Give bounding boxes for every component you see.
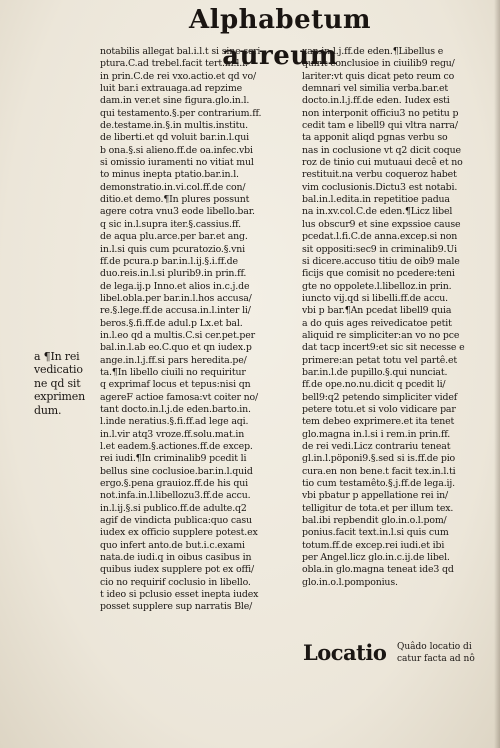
text-line: ff.de ope.no.nu.dicit q pcedit li/: [302, 379, 446, 391]
text-line: cio no requirif coclusio in libello.: [100, 576, 251, 588]
text-line: bal.ibi repbendit glo.in.o.l.pom/: [302, 515, 447, 527]
section-heading-locatio: Locatio: [303, 640, 387, 665]
text-line: roz de tinio cui mutuaui decê et no: [302, 157, 463, 169]
text-line: ergo.§.pena grauioz.ff.de his qui: [100, 478, 249, 490]
text-line: iudex ex officio supplere potest.ex: [100, 527, 258, 539]
text-line: to minus inepta ptatio.bar.in.l.: [100, 169, 239, 181]
text-line: libel.obla.per bar.in.l.hos accusa/: [100, 292, 252, 304]
text-line: si omissio iuramenti no vitiat mul: [100, 157, 254, 169]
text-line: beros.§.fi.ff.de adul.p Lx.et bal.: [100, 317, 243, 329]
text-line: gte no oppolete.l.libelloz.in prin.: [302, 280, 452, 292]
text-line: qui testamento.§.per contrarium.ff.: [100, 107, 262, 119]
text-line: t ideo si pclusio esset inepta iudex: [100, 589, 259, 601]
text-line: docto.in.l.j.ff.de eden. Iudex esti: [302, 95, 450, 107]
text-line: in.l.eo qd a multis.C.si cer.pet.per: [100, 329, 255, 341]
text-line: quibus iudex supplere pot ex offi/: [100, 564, 254, 576]
text-line: ptura.C.ad trebel.facit tert.in.l.f.: [100, 58, 248, 70]
text-line: tem debeo exprimere.et ita tenet: [302, 416, 455, 428]
text-line: de aqua plu.arce.per bar.et ang.: [100, 231, 248, 243]
text-line: rei iudi.¶In criminalib9 pcedit li: [100, 453, 247, 465]
text-line: in prin.C.de rei vxo.actio.et qd vo/: [100, 70, 256, 82]
text-line: q exprimaf locus et tepus:nisi qn: [100, 379, 251, 391]
margin-note-line: a ¶In rei: [34, 350, 80, 363]
page-title: Alphabetum aureum: [188, 5, 372, 71]
text-line: Quâdo locatio di: [397, 642, 472, 652]
left-text-column: [100, 46, 295, 614]
text-line: in.l.vir atq3 vroze.ff.solu.mat.in: [100, 428, 245, 440]
text-line: agif de vindicta publica:quo casu: [100, 515, 252, 527]
text-line: cura.en non bene.t facit tex.in.l.ti: [302, 465, 456, 477]
text-line: ff.de pcura.p bar.in.l.ij.§.i.ff.de: [100, 255, 238, 267]
page-edge-shadow: [494, 0, 500, 748]
text-line: vim coclusionis.Dictu3 est notabi.: [302, 181, 458, 193]
text-line: demnari vel similia verba.bar.et: [302, 83, 449, 95]
text-line: ange.in.l.j.ff.si pars heredita.pe/: [100, 354, 247, 366]
text-line: quo infert anto.de but.i.c.exami: [100, 539, 245, 551]
text-line: q sic in.l.supra iter.§.cassius.ff.: [100, 218, 241, 230]
text-line: b ona.§.si alieno.ff.de oa.infec.vbi: [100, 144, 253, 156]
text-line: nata.de iudi.q in oibus casibus in: [100, 552, 252, 564]
text-line: restituit.na verbu coqueroz habet: [302, 169, 457, 181]
text-line: de rei vedi.Licz contrariu teneat: [302, 441, 451, 452]
text-line: ditio.et demo.¶In plures possunt: [100, 194, 250, 206]
text-line: tio cum testamêto.§.j.ff.de lega.ij.: [302, 478, 455, 490]
text-line: in.l.si quis cum pcuratozio.§.vni: [100, 243, 245, 255]
text-line: ficijs que comisit no pcedere:teni: [302, 268, 455, 280]
text-line: pcedat.l.fi.C.de anna.excep.si non: [302, 231, 458, 243]
text-line: nas in coclusione vt q2 dicit coque: [302, 144, 461, 156]
text-line: dat tacp incert9:et sic sit necesse e: [302, 342, 465, 354]
text-line: luit bar.i extrauaga.ad repzime: [100, 83, 242, 95]
text-line: agere cotra vnu3 eode libello.bar.: [100, 206, 255, 218]
text-line: duo.reis.in.l.si plurib9.in prin.ff.: [100, 268, 247, 280]
text-line: l.et eadem.§.actiones.ff.de excep.: [100, 441, 253, 452]
text-line: de liberti.et qd voluit bar.in.l.qui: [100, 132, 249, 144]
margin-note-line: vedicatio: [34, 363, 83, 377]
text-line: vbi p bar.¶An pcedat libell9 quia: [302, 305, 452, 317]
text-line: ta.¶In libello ciuili no requiritur: [100, 366, 246, 378]
text-line: posset supplere sup narratis Ble/: [100, 601, 253, 613]
text-line: iuncto vij.qd si libelli.ff.de accu.: [302, 292, 449, 304]
text-line: notabilis allegat bal.i.l.t si sine scri: [100, 46, 261, 57]
text-line: primere:an petat totu vel partê.et: [302, 354, 457, 366]
margin-note-line: exprimen: [34, 390, 85, 404]
margin-note: [34, 350, 98, 417]
text-line: in.l.ij.§.si publico.ff.de adulte.q2: [100, 502, 247, 514]
text-line: bal.in.l.edita.in repetitioe padua: [302, 194, 450, 206]
text-line: bal.in.l.ab eo.C.quo et qn iudex.p: [100, 342, 252, 354]
text-line: si dicere.accuso titiu de oib9 male: [302, 255, 460, 267]
text-line: quirit conclusioe in ciuilib9 regu/: [302, 58, 455, 70]
text-line: bar.in.l.de pupillo.§.qui nunciat.: [302, 366, 448, 378]
text-line: dam.in ver.et sine figura.glo.in.l.: [100, 95, 250, 107]
text-line: lariter:vt quis dicat peto reum co: [302, 70, 455, 82]
text-line: a do quis ages reivedicatoe petit: [302, 317, 452, 329]
text-line: demonstratio.in.vi.col.ff.de con/: [100, 181, 246, 193]
text-line: sit oppositi:sec9 in criminalib9.Ui: [302, 243, 457, 255]
text-line: petere totu.et si volo vidicare par: [302, 403, 456, 415]
text-line: totum.ff.de excep.rei iudi.et ibi: [302, 539, 445, 551]
margin-note-line: dum.: [34, 403, 62, 417]
text-line: l.inde neratius.§.fi.ff.ad lege aqi.: [100, 416, 249, 428]
text-line: vbi pbatur p appellatione rei in/: [302, 490, 449, 502]
text-line: per Angel.licz glo.in.c.ij.de libel.: [302, 552, 450, 564]
section-locatio-text: [397, 641, 497, 666]
text-line: re.§.lege.ff.de accusa.in.l.inter li/: [100, 305, 251, 317]
text-line: ta apponit aliqd pgnas verbu so: [302, 132, 448, 144]
text-line: agereF actioe famosa:vt coiter no/: [100, 391, 259, 403]
text-line: bellus sine coclusioe.bar.in.l.quid: [100, 465, 253, 477]
margin-note-line: ne qd sit: [34, 376, 81, 390]
text-line: ponius.facit text.in.l.si quis cum: [302, 527, 449, 539]
text-line: lus obscur9 et sine expssioe cause: [302, 218, 461, 230]
right-text-column: [302, 46, 492, 589]
text-line: tant docto.in.l.j.de eden.barto.in.: [100, 403, 251, 415]
text-line: non interponit officiu3 no petitu p: [302, 107, 459, 119]
text-line: gl.in.l.pöponi9.§.sed si is.ff.de pio: [302, 453, 456, 465]
text-line: na in.xv.col.C.de eden.¶Licz libel: [302, 206, 453, 218]
text-line: obla.in glo.magna teneat ide3 qd: [302, 564, 454, 576]
text-line: glo.in.o.l.pomponius.: [302, 576, 398, 588]
text-line: not.infa.in.l.libellozu3.ff.de accu.: [100, 490, 251, 502]
text-line: xan.in.l.j.ff.de eden.¶Libellus e: [302, 46, 444, 57]
text-line: telligitur de tota.et per illum tex.: [302, 502, 454, 514]
text-line: bell9:q2 petendo simpliciter videf: [302, 391, 458, 403]
text-line: cedit tam e libell9 qui vltra narra/: [302, 120, 458, 132]
text-line: aliquid re simpliciter:an vo no pce: [302, 329, 460, 341]
text-line: glo.magna in.l.si i rem.in prin.ff.: [302, 428, 451, 440]
text-line: catur facta ad nô: [397, 654, 475, 665]
text-line: de lega.ij.p Inno.et alios in.c.j.de: [100, 280, 250, 292]
text-line: de.testame.in.§.in multis.institu.: [100, 120, 248, 132]
